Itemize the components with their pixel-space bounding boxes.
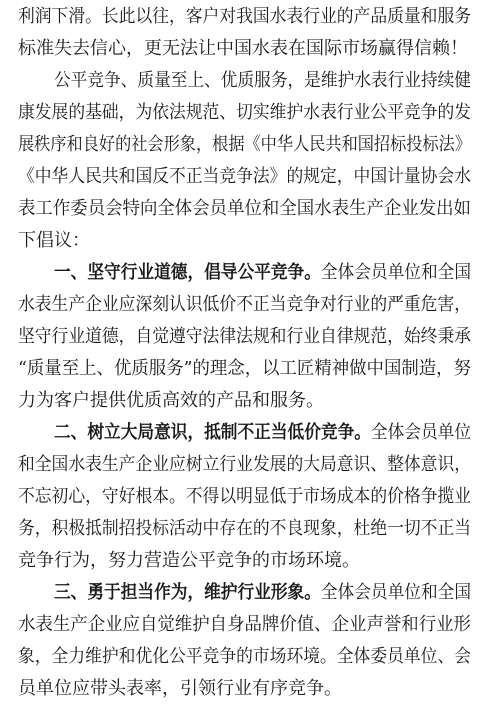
text-line: 务，积极抵制招投标活动中存在的不良现象，杜绝一切不正当	[18, 518, 472, 539]
section-heading-line: 一、坚守行业道德，倡导公平竞争。全体会员单位和全国	[54, 262, 472, 283]
section-heading-line: 三、勇于担当作为，维护行业形象。全体会员单位和全国	[54, 582, 472, 603]
text-line: 水表生产企业应深刻认识低价不正当竞争对行业的严重危害，	[18, 294, 472, 315]
text-line: 坚守行业道德，自觉遵守法律法规和行业自律规范，始终秉承	[18, 326, 472, 347]
text-line: 象，全力维护和优化公平竞争的市场环境。全体委员单位、会	[18, 646, 472, 667]
text-line: 不忘初心，守好根本。不得以明显低于市场成本的价格争揽业	[18, 486, 472, 507]
section-heading: 二、树立大局意识，抵制不正当低价竞争。	[54, 422, 371, 443]
text-line: 《中华人民共和国反不正当竞争法》的规定，中国计量协会水	[18, 166, 472, 187]
text-line: “质量至上、优质服务”的理念，以工匠精神做中国制造，努	[18, 358, 471, 379]
text-line: 下倡议：	[18, 230, 90, 251]
text-line: 力为客户提供优质高效的产品和服务。	[18, 390, 324, 411]
text-line: 水表生产企业应自觉维护自身品牌价值、企业声誉和行业形	[18, 614, 471, 635]
text-line: 竞争行为，努力营造公平竞争的市场环境。	[18, 550, 360, 571]
text-line: 和全国水表生产企业应树立行业发展的大局意识、整体意识，	[18, 454, 472, 475]
text-line: 表工作委员会特向全体会员单位和全国水表生产企业发出如	[18, 198, 471, 219]
section-heading-line: 二、树立大局意识，抵制不正当低价竞争。全体会员单位	[54, 422, 472, 443]
text-line: 员单位应带头表率，引领行业有序竞争。	[18, 678, 342, 699]
text-line: 标准失去信心，更无法让中国水表在国际市场赢得信赖！	[18, 38, 468, 59]
text-line: 利润下滑。长此以往，客户对我国水表行业的产品质量和服务	[18, 6, 472, 27]
text-line: 康发展的基础，为依法规范、切实维护水表行业公平竞争的发	[18, 102, 472, 123]
text-line: 公平竞争、质量至上、优质服务，是维护水表行业持续健	[54, 70, 472, 91]
text-line: 展秩序和良好的社会形象，根据《中华人民共和国招标投标法》	[18, 134, 471, 155]
section-heading: 一、坚守行业道德，倡导公平竞争。	[54, 262, 321, 283]
section-heading: 三、勇于担当作为，维护行业形象。	[54, 582, 321, 603]
